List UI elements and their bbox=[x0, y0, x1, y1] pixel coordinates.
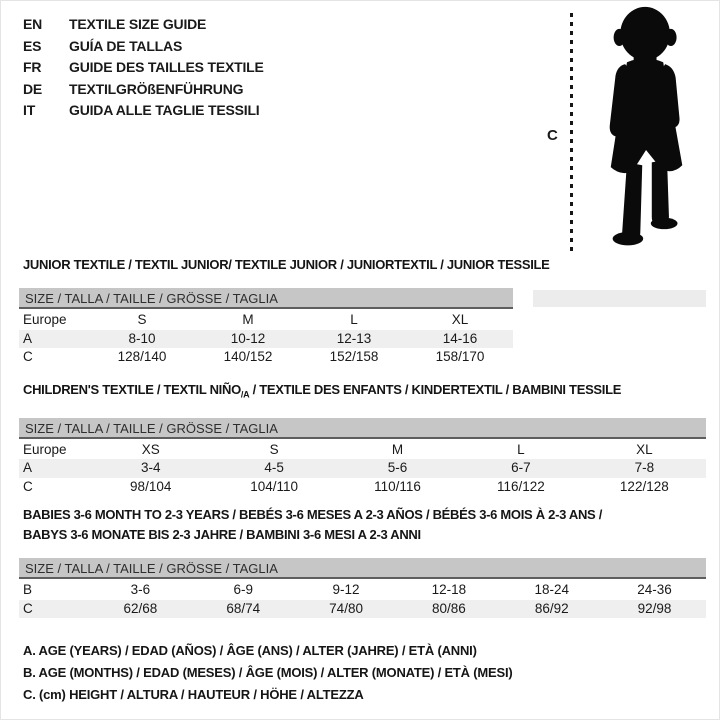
language-code: ES bbox=[23, 37, 42, 54]
language-code: DE bbox=[23, 80, 43, 97]
table-title bbox=[19, 255, 706, 275]
table-cell: 122/128 bbox=[619, 478, 669, 494]
row-label: Europe bbox=[23, 312, 67, 327]
table-cell: 74/80 bbox=[329, 600, 363, 616]
size-bar-light-segment bbox=[533, 290, 706, 307]
junior-textile-table bbox=[19, 255, 706, 367]
row-label: A bbox=[23, 460, 33, 476]
table-cell: L bbox=[350, 312, 358, 327]
language-row bbox=[23, 79, 264, 101]
table-cell: M bbox=[242, 312, 254, 327]
table-cell: S bbox=[137, 312, 147, 327]
table-cell: 12-13 bbox=[336, 330, 372, 346]
language-row bbox=[23, 100, 264, 122]
table-row bbox=[19, 311, 513, 330]
childrens-textile-table bbox=[19, 380, 706, 496]
size-header-text: SIZE / TALLA / TAILLE / GRÖSSE / TAGLIA bbox=[19, 418, 706, 439]
legend-line: A. AGE (YEARS) / EDAD (AÑOS) / ÂGE (ANS) / ALTER (JAHRE) / ETÀ (ANNI) bbox=[23, 643, 477, 658]
table-rows bbox=[19, 311, 706, 367]
toddler-silhouette-icon bbox=[585, 5, 709, 253]
babies-textile-table bbox=[19, 505, 706, 618]
table-cell: 116/122 bbox=[497, 478, 545, 494]
legend-line: B. AGE (MONTHS) / EDAD (MESES) / ÂGE (MOIS) / ALTER (MONATE) / ETÀ (MESI) bbox=[23, 665, 513, 680]
language-row bbox=[23, 57, 264, 79]
table-cell: 80/86 bbox=[432, 600, 466, 616]
row-label: C bbox=[23, 349, 33, 365]
table-title-line: CHILDREN'S TEXTILE / TEXTIL $NIÑO_{/A}$ / TEXTILE DES ENFANTS / KINDERTEXTIL / BAMBINI TESSILE bbox=[23, 382, 622, 400]
table-cell: L bbox=[517, 441, 525, 457]
language-label: GUIDE DES TAILLES TEXTILE bbox=[69, 59, 264, 76]
table-cell: 110/116 bbox=[374, 478, 421, 494]
size-header-bar bbox=[19, 418, 706, 439]
table-cell: XL bbox=[451, 312, 469, 327]
row-label: B bbox=[23, 582, 33, 597]
table-cell: 98/104 bbox=[130, 478, 172, 494]
row-label: C bbox=[23, 478, 33, 494]
language-code: FR bbox=[23, 59, 42, 76]
language-row bbox=[23, 36, 264, 58]
table-cell: 92/98 bbox=[637, 600, 672, 616]
table-cell: 18-24 bbox=[534, 582, 569, 597]
table-cell: 6-9 bbox=[233, 582, 253, 597]
size-header-bar bbox=[19, 558, 706, 579]
language-label: GUIDA ALLE TAGLIE TESSILI bbox=[69, 102, 260, 119]
height-measure-label: C bbox=[547, 127, 558, 144]
table-cell: 86/92 bbox=[534, 600, 569, 616]
table-cell: 10-12 bbox=[230, 330, 266, 346]
table-cell: 8-10 bbox=[128, 330, 156, 346]
language-row bbox=[23, 14, 264, 36]
size-header-text: SIZE / TALLA / TAILLE / GRÖSSE / TAGLIA bbox=[19, 558, 706, 579]
table-cell: 12-18 bbox=[431, 582, 467, 597]
legend-line: C. (cm) HEIGHT / ALTURA / HAUTEUR / HÖHE / ALTEZZA bbox=[23, 687, 364, 702]
size-header-text: SIZE / TALLA / TAILLE / GRÖSSE / TAGLIA bbox=[19, 288, 513, 309]
table-cell: 24-36 bbox=[637, 582, 672, 597]
table-row bbox=[19, 348, 513, 367]
table-cell: S bbox=[269, 441, 279, 457]
table-cell: 104/110 bbox=[250, 478, 299, 494]
table-title bbox=[19, 380, 706, 405]
table-cell: 152/158 bbox=[329, 349, 379, 365]
table-cell: 68/74 bbox=[226, 600, 261, 616]
table-cell: 9-12 bbox=[332, 582, 360, 597]
table-row bbox=[19, 441, 706, 460]
row-label: Europe bbox=[23, 441, 67, 457]
table-title-line: BABYS 3-6 MONATE BIS 2-3 JAHRE / BAMBINI 3-6 MESI A 2-3 ANNI bbox=[23, 527, 421, 542]
table-cell: 3-4 bbox=[140, 460, 161, 476]
size-header-bar bbox=[19, 288, 706, 309]
table-cell: XL bbox=[636, 441, 653, 457]
table-cell: 3-6 bbox=[130, 582, 151, 597]
table-cell: 5-6 bbox=[387, 460, 408, 476]
table-row bbox=[19, 581, 706, 600]
table-row bbox=[19, 459, 706, 478]
table-title-line: BABIES 3-6 MONTH TO 2-3 YEARS / BEBÉS 3-6 MESES A 2-3 AÑOS / BÉBÉS 3-6 MOIS À 2-3 ANS / bbox=[23, 507, 603, 522]
table-title bbox=[19, 505, 706, 545]
legend bbox=[23, 640, 513, 706]
table-cell: M bbox=[391, 441, 404, 457]
table-cell: 7-8 bbox=[634, 460, 655, 476]
table-cell: 4-5 bbox=[264, 460, 284, 476]
table-cell: 6-7 bbox=[511, 460, 531, 476]
table-rows bbox=[19, 581, 706, 618]
table-row bbox=[19, 330, 513, 349]
table-cell: 140/152 bbox=[223, 349, 273, 365]
row-label: C bbox=[23, 600, 33, 616]
table-title-line: JUNIOR TEXTILE / TEXTIL JUNIOR/ TEXTILE JUNIOR / JUNIORTEXTIL / JUNIOR TESSILE bbox=[23, 257, 550, 272]
language-label: TEXTILE SIZE GUIDE bbox=[69, 16, 207, 32]
language-code: IT bbox=[23, 102, 36, 119]
table-cell: 128/140 bbox=[117, 349, 167, 365]
row-label: A bbox=[23, 330, 33, 346]
table-cell: 158/170 bbox=[435, 349, 485, 365]
language-list bbox=[23, 14, 264, 122]
table-row bbox=[19, 600, 706, 619]
table-cell: 62/68 bbox=[123, 600, 158, 616]
table-rows bbox=[19, 441, 706, 497]
table-cell: XS bbox=[141, 441, 160, 457]
size-bar-gap bbox=[513, 288, 533, 309]
height-measure-dotted-line bbox=[570, 13, 573, 251]
language-label: GUÍA DE TALLAS bbox=[69, 37, 183, 54]
language-code: EN bbox=[23, 16, 43, 32]
language-label: TEXTILGRÖßENFÜHRUNG bbox=[69, 80, 244, 97]
table-row bbox=[19, 478, 706, 497]
table-cell: 14-16 bbox=[442, 330, 478, 346]
